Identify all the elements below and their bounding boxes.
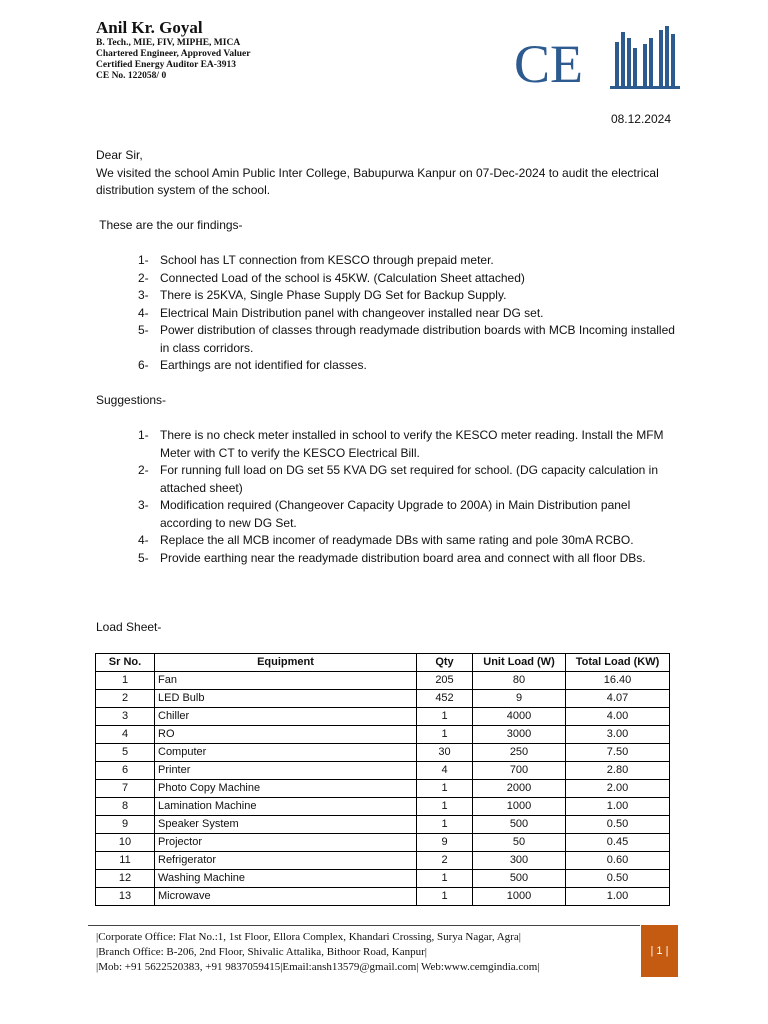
col-header-equipment: Equipment [155, 654, 417, 672]
col-header-qty: Qty [417, 654, 473, 672]
col-header-total-load: Total Load (KW) [566, 654, 670, 672]
cell-sr-no: 9 [96, 816, 155, 834]
cell-equipment: Washing Machine [155, 870, 417, 888]
logo-baseline [610, 86, 680, 89]
letter-date: 08.12.2024 [610, 112, 671, 126]
cell-equipment: Chiller [155, 708, 417, 726]
cell-total-load: 16.40 [566, 672, 670, 690]
branch-office-address: |Branch Office: B-206, 2nd Floor, Shivalic Attalika, Bithoor Road, Kanpur| [96, 946, 427, 958]
letterhead [96, 18, 250, 82]
cell-equipment: Computer [155, 744, 417, 762]
cell-sr-no: 6 [96, 762, 155, 780]
designation: Chartered Engineer, Approved Valuer [96, 49, 251, 59]
suggestions-heading: Suggestions- [96, 393, 167, 407]
cell-unit-load: 50 [473, 834, 566, 852]
cell-unit-load: 500 [473, 816, 566, 834]
load-table [95, 653, 670, 906]
cell-sr-no: 3 [96, 708, 155, 726]
cell-unit-load: 4000 [473, 708, 566, 726]
cell-unit-load: 300 [473, 852, 566, 870]
table-row [96, 672, 670, 690]
table-row [96, 708, 670, 726]
table-row [96, 888, 670, 906]
table-row [96, 762, 670, 780]
table-row [96, 780, 670, 798]
intro-paragraph: We visited the school Amin Public Inter College, Babupurwa Kanpur on 07-Dec-2024 to audit the electrical distribution system of the school. [96, 165, 659, 197]
ce-number: CE No. 122058/ 0 [96, 71, 167, 81]
cell-unit-load: 1000 [473, 888, 566, 906]
table-row [96, 690, 670, 708]
certification: Certified Energy Auditor EA-3913 [96, 60, 236, 70]
cell-equipment: Projector [155, 834, 417, 852]
finding-item: 2- Connected Load of the school is 45KW. (Calculation Sheet attached) [138, 270, 525, 285]
cell-unit-load: 3000 [473, 726, 566, 744]
cell-qty: 1 [417, 888, 473, 906]
cell-qty: 205 [417, 672, 473, 690]
cell-sr-no: 12 [96, 870, 155, 888]
cell-qty: 1 [417, 708, 473, 726]
cell-unit-load: 80 [473, 672, 566, 690]
cell-sr-no: 2 [96, 690, 155, 708]
cell-equipment: Fan [155, 672, 417, 690]
logo-building-bars [615, 26, 675, 86]
finding-item: 1- School has LT connection from KESCO through prepaid meter. [138, 253, 494, 267]
col-header-unit-load: Unit Load (W) [473, 654, 566, 672]
table-row [96, 816, 670, 834]
table-row [96, 744, 670, 762]
cell-unit-load: 1000 [473, 798, 566, 816]
cell-total-load: 0.45 [566, 834, 670, 852]
suggestion-item: 3- Modification required (Changeover Capacity Upgrade to 200A) in Main Distribution panel according to new DG Set. [138, 498, 631, 530]
cell-total-load: 1.00 [566, 888, 670, 906]
letter-body [96, 147, 676, 567]
findings-list [96, 252, 676, 375]
cell-qty: 1 [417, 798, 473, 816]
cell-total-load: 7.50 [566, 744, 670, 762]
findings-heading: These are the our findings- [96, 218, 243, 232]
cell-sr-no: 13 [96, 888, 155, 906]
cell-total-load: 4.00 [566, 708, 670, 726]
cell-equipment: RO [155, 726, 417, 744]
ce-logo [512, 24, 682, 92]
cell-sr-no: 11 [96, 852, 155, 870]
cell-equipment: LED Bulb [155, 690, 417, 708]
load-sheet-label: Load Sheet- [96, 620, 162, 634]
author-name: Anil Kr. Goyal [96, 18, 203, 37]
cell-equipment: Refrigerator [155, 852, 417, 870]
cell-total-load: 0.50 [566, 816, 670, 834]
table-row [96, 726, 670, 744]
cell-qty: 1 [417, 726, 473, 744]
cell-qty: 1 [417, 816, 473, 834]
cell-sr-no: 7 [96, 780, 155, 798]
footer [96, 930, 540, 975]
cell-qty: 4 [417, 762, 473, 780]
load-table-body [96, 672, 670, 906]
cell-equipment: Printer [155, 762, 417, 780]
cell-sr-no: 10 [96, 834, 155, 852]
cell-qty: 9 [417, 834, 473, 852]
suggestion-item: 1- There is no check meter installed in school to verify the KESCO meter reading. Install the MFM Meter with CT to verify the KESCO Electrical Bill. [138, 428, 664, 460]
cell-equipment: Lamination Machine [155, 798, 417, 816]
cell-qty: 1 [417, 780, 473, 798]
table-row [96, 852, 670, 870]
table-row [96, 870, 670, 888]
col-header-sr-no: Sr No. [96, 654, 155, 672]
finding-item: 6- Earthings are not identified for classes. [138, 358, 367, 372]
suggestion-item: 5- Provide earthing near the readymade distribution board area and connect with all floor DBs. [138, 550, 646, 565]
cell-sr-no: 8 [96, 798, 155, 816]
cell-equipment: Photo Copy Machine [155, 780, 417, 798]
cell-total-load: 1.00 [566, 798, 670, 816]
cell-total-load: 0.50 [566, 870, 670, 888]
cell-sr-no: 5 [96, 744, 155, 762]
footer-divider [88, 925, 640, 926]
cell-sr-no: 4 [96, 726, 155, 744]
page-number-badge: | 1 | [641, 925, 678, 977]
cell-total-load: 2.80 [566, 762, 670, 780]
corporate-office-address: |Corporate Office: Flat No.:1, 1st Floor, Ellora Complex, Khandari Crossing, Surya Nagar, Agra| [96, 931, 521, 943]
table-row [96, 798, 670, 816]
cell-unit-load: 2000 [473, 780, 566, 798]
contact-info: |Mob: +91 5622520383, +91 9837059415|Email:ansh13579@gmail.com| Web:www.cemgindia.com| [96, 961, 540, 973]
cell-unit-load: 500 [473, 870, 566, 888]
cell-qty: 30 [417, 744, 473, 762]
finding-item: 5- Power distribution of classes through readymade distribution boards with MCB Incoming installed in class corridors. [138, 323, 675, 355]
cell-total-load: 2.00 [566, 780, 670, 798]
salutation: Dear Sir, [96, 148, 143, 162]
cell-qty: 1 [417, 870, 473, 888]
cell-total-load: 0.60 [566, 852, 670, 870]
cell-total-load: 3.00 [566, 726, 670, 744]
cell-unit-load: 250 [473, 744, 566, 762]
cell-qty: 2 [417, 852, 473, 870]
cell-qty: 452 [417, 690, 473, 708]
cell-sr-no: 1 [96, 672, 155, 690]
suggestion-item: 2- For running full load on DG set 55 KVA DG set required for school. (DG capacity calculation in attached sheet) [138, 463, 659, 495]
table-row [96, 834, 670, 852]
cell-equipment: Speaker System [155, 816, 417, 834]
logo-text: CE [514, 34, 584, 92]
finding-item: 3- There is 25KVA, Single Phase Supply DG Set for Backup Supply. [138, 288, 507, 302]
suggestions-list [96, 427, 676, 567]
cell-equipment: Microwave [155, 888, 417, 906]
suggestion-item: 4- Replace the all MCB incomer of readymade DBs with same rating and pole 30mA RCBO. [138, 533, 634, 547]
cell-unit-load: 700 [473, 762, 566, 780]
cell-unit-load: 9 [473, 690, 566, 708]
qualifications: B. Tech., MIE, FIV, MIPHE, MICA [96, 38, 241, 48]
table-header-row [96, 654, 670, 672]
cell-total-load: 4.07 [566, 690, 670, 708]
finding-item: 4- Electrical Main Distribution panel with changeover installed near DG set. [138, 305, 544, 320]
